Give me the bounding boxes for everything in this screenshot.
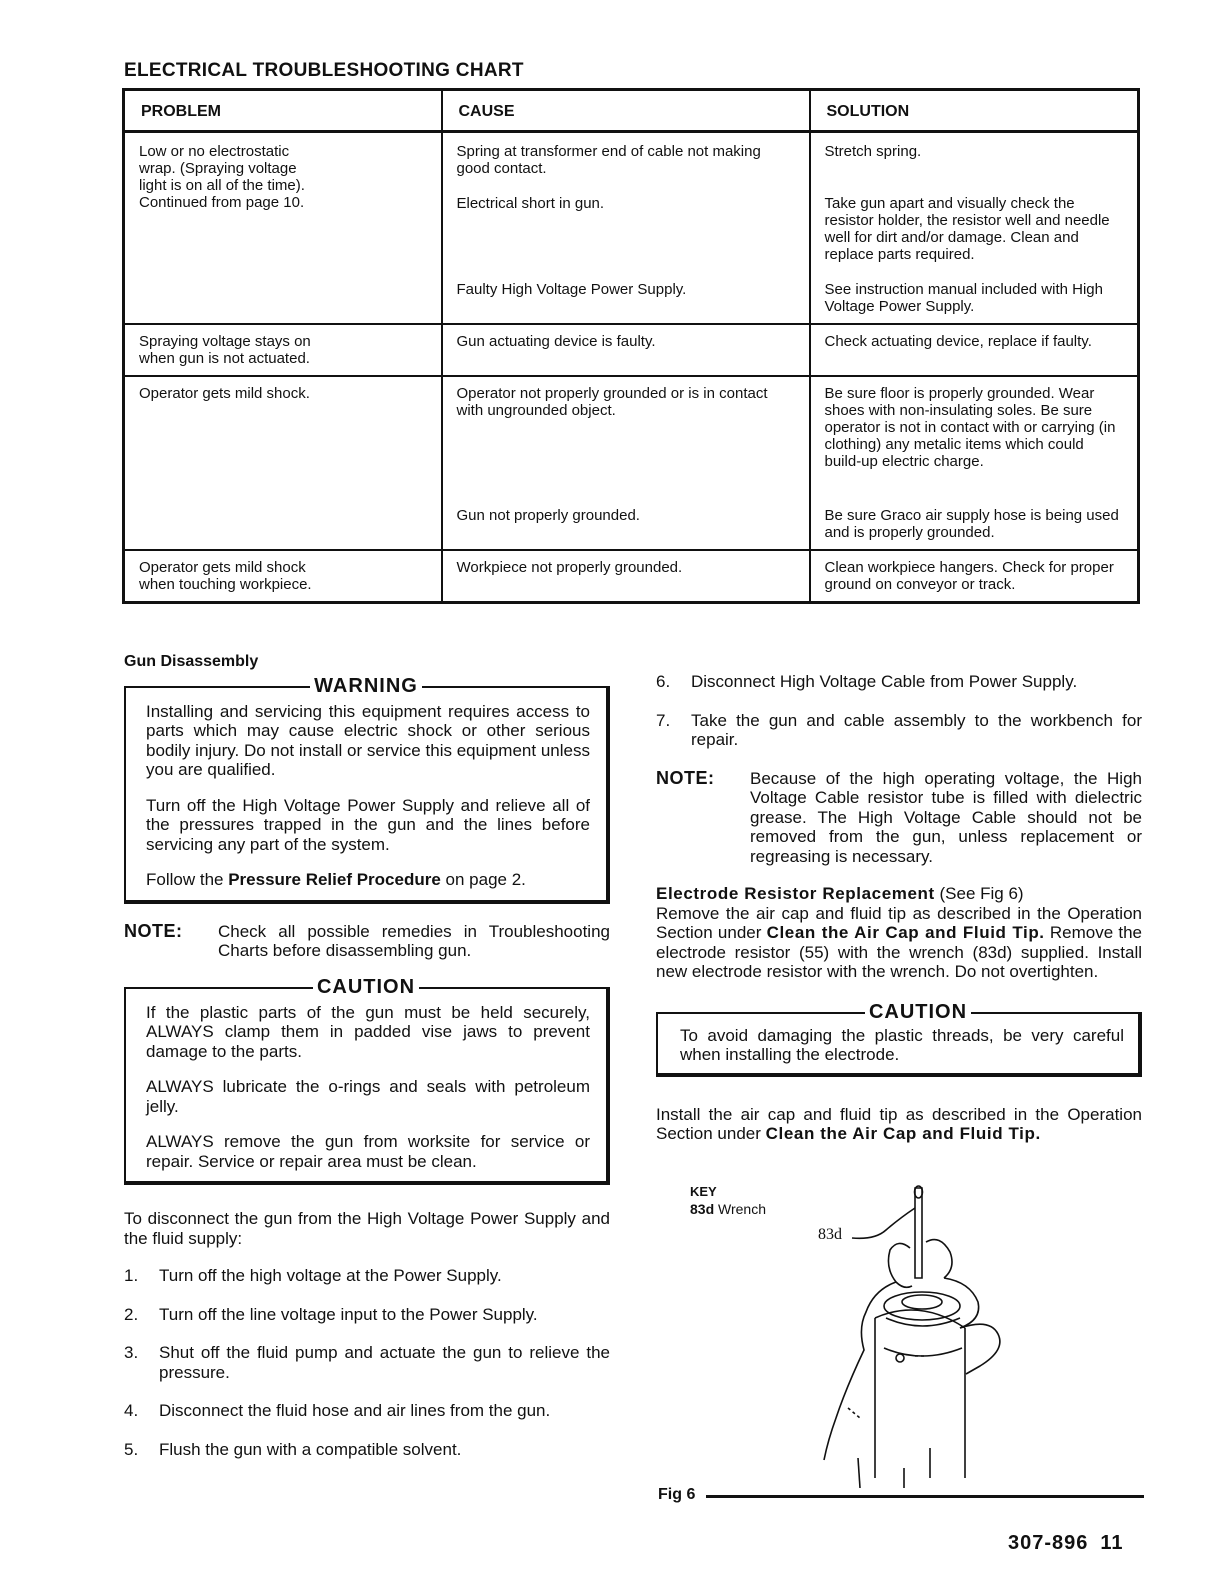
caution-box: [124, 975, 610, 1186]
note-troubleshooting: [124, 922, 610, 961]
caution-title: CAUTION: [313, 976, 419, 998]
figure-6-wrench-illustration: [660, 1178, 1140, 1490]
electrode-text: Remove the air cap and fluid tip as described in the Operation Section under: [656, 903, 1142, 942]
key-code: 83d: [690, 1201, 715, 1217]
step-number: 1.: [124, 1266, 139, 1285]
list-item: [656, 711, 1142, 750]
caution-paragraph: If the plastic parts of the gun must be held securely, ALWAYS clamp them in padded vise jaws to prevent damage to the parts.: [146, 1002, 590, 1061]
warning-box: [124, 674, 610, 904]
step-text: Disconnect High Voltage Cable from Power Supply.: [691, 672, 1078, 691]
problem-cell: Operator gets mild shock.: [124, 376, 442, 550]
step-text: Flush the gun with a compatible solvent.: [159, 1439, 462, 1459]
install-text: Install the air cap and fluid tip as described in the Operation Section under: [656, 1104, 1142, 1143]
note-label: NOTE:: [124, 920, 183, 941]
step-number: 2.: [124, 1304, 139, 1324]
wrench-shaft: [915, 1188, 922, 1278]
step-number: 5.: [124, 1439, 139, 1459]
document-number: 307-896: [1008, 1532, 1089, 1554]
cause-text: Spring at transformer end of cable not making good contact.: [456, 143, 761, 177]
list-item: [124, 1266, 610, 1286]
section-heading-gun-disassembly: Gun Disassembly: [124, 653, 259, 670]
table-header-row: [124, 90, 1139, 132]
clean-air-cap-ref: Clean the Air Cap and Fluid Tip.: [765, 1124, 1041, 1143]
left-column: [124, 652, 610, 1478]
footer-rule: [706, 1495, 1144, 1498]
step-text: Turn off the high voltage at the Power Supply.: [159, 1266, 502, 1285]
list-item: [124, 1343, 610, 1382]
column-header-problem: PROBLEM: [124, 90, 442, 132]
solution-cell: [810, 132, 1139, 325]
column-header-cause: CAUSE: [442, 90, 810, 132]
problem-line: wrap. (Spraying voltage: [139, 160, 297, 177]
table-row: [124, 324, 1139, 376]
table-row: [124, 550, 1139, 603]
callout-leader-line: [852, 1208, 915, 1238]
solution-cell: [810, 376, 1139, 550]
step-number: 4.: [124, 1401, 139, 1420]
cause-text: Faulty High Voltage Power Supply.: [456, 281, 687, 298]
warning-paragraph: [146, 870, 590, 890]
gun-barrel: [875, 1318, 965, 1478]
cause-text: Gun not properly grounded.: [456, 507, 640, 524]
solution-cell: Clean workpiece hangers. Check for proper ground on conveyor or track.: [810, 550, 1139, 603]
troubleshooting-table: [122, 88, 1140, 604]
cause-cell: [442, 132, 810, 325]
page-number: 11: [1100, 1532, 1124, 1554]
solution-text: Stretch spring.: [824, 143, 922, 160]
step-number: 3.: [124, 1343, 139, 1362]
warning-title: WARNING: [310, 675, 422, 697]
solution-text: Be sure floor is properly grounded. Wear shoes with non-insulating soles. Be sure operator is not in contact with or carrying (in clothing) any metalic items which could build-up electric charge.: [824, 385, 1116, 470]
step-text: Take the gun and cable assembly to the workbench for repair.: [691, 710, 1142, 749]
problem-line: Low or no electrostatic: [139, 143, 290, 160]
warning-text: on page 2.: [440, 870, 526, 889]
electrode-paragraph: [656, 884, 1142, 982]
disconnect-intro: To disconnect the gun from the High Voltage Power Supply and the fluid supply:: [124, 1209, 610, 1248]
problem-line: Operator gets mild shock: [139, 559, 306, 576]
key-description: Wrench: [718, 1201, 766, 1217]
step-text: Turn off the line voltage input to the Power Supply.: [159, 1304, 538, 1324]
note-text: Check all possible remedies in Troubleshooting Charts before disassembling gun.: [218, 921, 610, 960]
cause-cell: Gun actuating device is faulty.: [442, 324, 810, 376]
note-label: NOTE:: [656, 767, 715, 788]
solution-text: Be sure Graco air supply hose is being used and is properly grounded.: [824, 507, 1119, 541]
table-row: [124, 376, 1139, 550]
solution-text: Take gun apart and visually check the resistor holder, the resistor well and needle well for dirt and/or damage. Clean and replace parts required.: [824, 195, 1110, 263]
problem-line: Spraying voltage stays on: [139, 333, 311, 350]
solution-cell: Check actuating device, replace if faulty.: [810, 324, 1139, 376]
problem-line: light is on all of the time).: [139, 177, 305, 194]
clean-air-cap-ref: Clean the Air Cap and Fluid Tip.: [766, 923, 1045, 942]
problem-line: when gun is not actuated.: [139, 350, 310, 367]
problem-cell: [124, 132, 442, 325]
figure-caption: Fig 6: [658, 1486, 696, 1503]
warning-text: Follow the: [146, 870, 229, 889]
note-text: Because of the high operating voltage, the High Voltage Cable resistor tube is filled with dielectric grease. The High Voltage Cable should not be removed from the gun, unless replacement or regreasing is necessary.: [750, 768, 1142, 866]
step-text: Disconnect the fluid hose and air lines from the gun.: [159, 1401, 551, 1420]
problem-cell: [124, 550, 442, 603]
page-footer: [1008, 1532, 1124, 1555]
hand-fingers: [960, 1324, 1000, 1374]
pressure-relief-procedure-ref: Pressure Relief Procedure: [228, 870, 441, 889]
chart-title: ELECTRICAL TROUBLESHOOTING CHART: [124, 60, 524, 81]
warning-paragraph: Turn off the High Voltage Power Supply and relieve all of the pressures trapped in the gun and the lines before servicing any part of the system.: [146, 795, 590, 854]
figure-callout: 83d: [818, 1226, 842, 1243]
solution-text: See instruction manual included with High Voltage Power Supply.: [824, 281, 1103, 315]
table-row: [124, 132, 1139, 325]
column-header-solution: SOLUTION: [810, 90, 1139, 132]
cause-cell: [442, 376, 810, 550]
right-column: [656, 672, 1142, 1162]
caution-box-electrode: [656, 1000, 1142, 1077]
caution-paragraph: ALWAYS remove the gun from worksite for service or repair. Service or repair area must be clean.: [146, 1132, 590, 1171]
step-text: Shut off the fluid pump and actuate the gun to relieve the pressure.: [159, 1343, 610, 1382]
install-paragraph: [656, 1105, 1142, 1144]
electrode-text: Remove the electrode resistor (55) with the wrench (83d) supplied. Install new electrode resistor with the wrench. Do not overtighten.: [656, 923, 1142, 981]
step-number: 6.: [656, 672, 671, 691]
list-item: [124, 1401, 610, 1421]
problem-line: Continued from page 10.: [139, 194, 305, 211]
steps-list-left: [124, 1266, 610, 1459]
note-high-voltage-cable: [656, 769, 1142, 867]
steps-list-right: [656, 672, 1142, 750]
warning-paragraph: Installing and servicing this equipment requires access to parts which may cause electric shock or other serious bodily injury. Do not install or service this equipment unless you are qualified.: [146, 701, 590, 779]
cause-text: Operator not properly grounded or is in contact with ungrounded object.: [456, 385, 768, 419]
problem-line: when touching workpiece.: [139, 576, 312, 593]
list-item: [124, 1305, 610, 1325]
caution-paragraph: ALWAYS lubricate the o-rings and seals with petroleum jelly.: [146, 1077, 590, 1116]
caution-title: CAUTION: [865, 1001, 971, 1023]
hand-thumb: [888, 1243, 912, 1287]
cause-text: Electrical short in gun.: [456, 195, 605, 212]
cause-cell: Workpiece not properly grounded.: [442, 550, 810, 603]
hand-finger: [926, 1240, 952, 1278]
air-cap: [884, 1292, 960, 1320]
list-item: [656, 672, 1142, 692]
list-item: [124, 1440, 610, 1460]
electrode-heading: Electrode Resistor Replacement: [656, 884, 935, 903]
step-number: 7.: [656, 710, 671, 730]
fastener: [896, 1354, 904, 1362]
problem-cell: [124, 324, 442, 376]
figure-key-title: KEY: [690, 1184, 717, 1199]
caution-paragraph: To avoid damaging the plastic threads, be very careful when installing the electrode.: [680, 1025, 1124, 1064]
fig-reference: (See Fig 6): [934, 884, 1024, 903]
